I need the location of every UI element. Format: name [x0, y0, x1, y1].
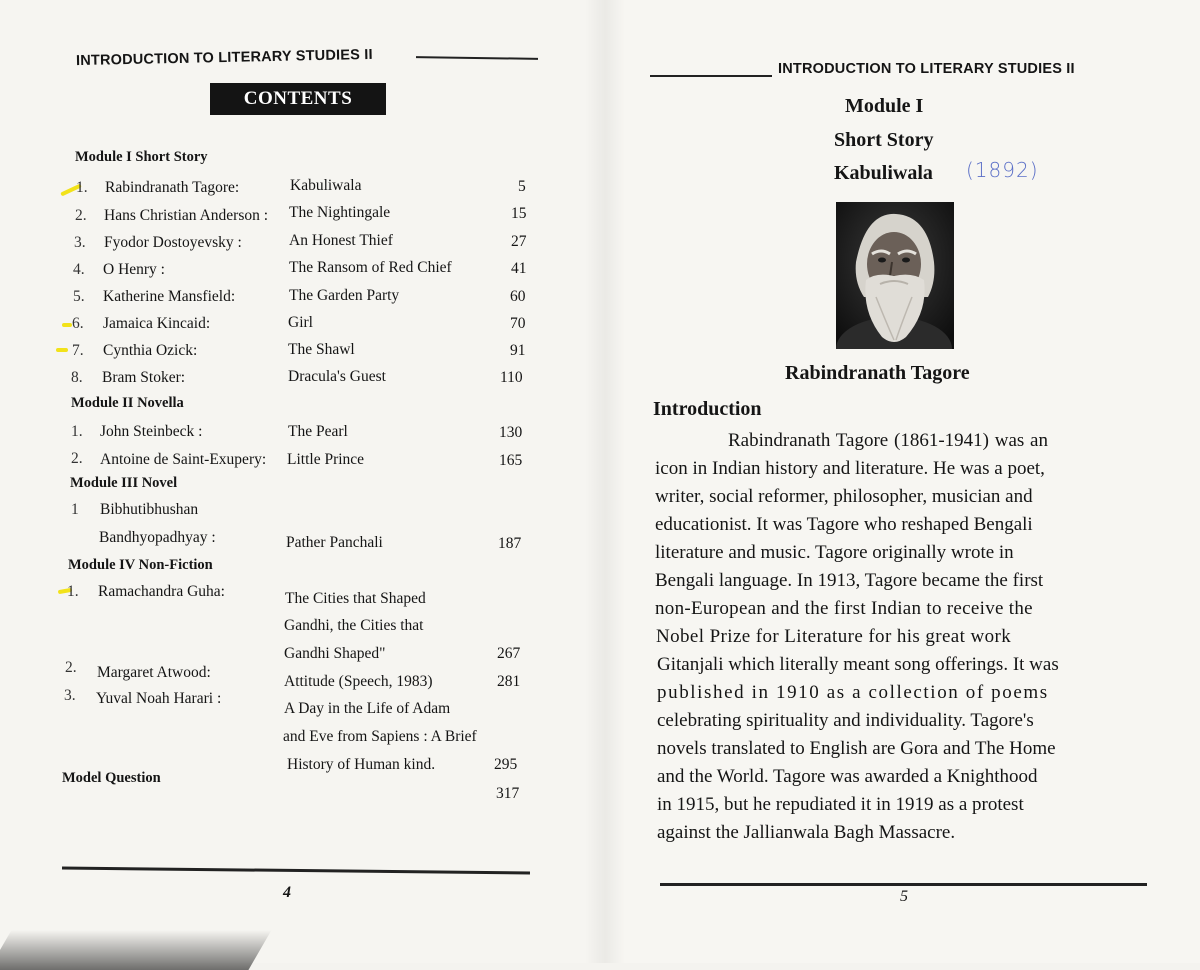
entry-author: Margaret Atwood:: [97, 664, 211, 681]
entry-author: John Steinbeck :: [100, 423, 203, 440]
entry-number: 1.: [67, 583, 79, 600]
model-question-label: Model Question: [62, 770, 161, 786]
entry-title-line: A Day in the Life of Adam: [284, 700, 451, 717]
entry-page: 70: [510, 315, 526, 332]
author-portrait: [836, 202, 954, 349]
entry-number: 6.: [72, 315, 84, 332]
scan-shadow: [0, 930, 272, 970]
body-line: non-European and the first Indian to receive the: [655, 598, 1033, 619]
body-line: against the Jallianwala Bagh Massacre.: [657, 822, 956, 843]
right-head-rule: [650, 75, 772, 77]
entry-title: The Garden Party: [289, 287, 400, 304]
entry-author: Bram Stoker:: [102, 369, 186, 386]
entry-title: Kabuliwala: [290, 177, 362, 194]
entry-page: 41: [511, 260, 527, 277]
entry-title: The Nightingale: [289, 204, 391, 221]
module-4-heading: Module IV Non-Fiction: [68, 557, 213, 573]
genre-label: Short Story: [834, 129, 934, 151]
entry-title: The Ransom of Red Chief: [289, 259, 452, 276]
body-line: published in 1910 as a collection of poems: [657, 682, 1049, 703]
model-question-page: 317: [496, 785, 520, 802]
entry-title-line: Gandhi, the Cities that: [284, 617, 424, 634]
body-line: literature and music. Tagore originally wrote in: [655, 542, 1014, 563]
module-label: Module I: [845, 95, 924, 117]
entry-page: 5: [518, 178, 526, 195]
entry-page: 15: [511, 205, 527, 222]
entry-number: 2.: [71, 450, 83, 467]
entry-author: Rabindranath Tagore:: [105, 179, 240, 196]
entry-author: Cynthia Ozick:: [103, 342, 198, 359]
left-page-number: 4: [283, 884, 291, 901]
entry-number: 3.: [64, 687, 76, 704]
contents-heading: CONTENTS: [210, 83, 386, 115]
entry-page: 110: [500, 369, 523, 386]
body-line: celebrating spirituality and individuality. Tagore's: [657, 710, 1034, 731]
right-page-number: 5: [900, 888, 908, 905]
entry-author: Bibhutibhushan: [100, 501, 199, 518]
entry-author: Yuval Noah Harari :: [96, 690, 222, 707]
entry-page: 91: [510, 342, 526, 359]
entry-title: Attitude (Speech, 1983): [284, 673, 433, 690]
entry-page: 60: [510, 288, 526, 305]
entry-title: The Shawl: [288, 341, 355, 358]
body-line: Nobel Prize for Literature for his great work: [656, 626, 1012, 647]
entry-author: Hans Christian Anderson :: [104, 207, 269, 224]
body-line: Gitanjali which literally meant song offerings. It was: [657, 654, 1059, 675]
entry-number: 5.: [73, 288, 85, 305]
entry-page: 187: [498, 535, 522, 552]
body-line: Rabindranath Tagore (1861-1941) was an: [728, 430, 1048, 451]
entry-title-line: and Eve from Sapiens : A Brief: [283, 728, 477, 745]
entry-author: Antoine de Saint-Exupery:: [100, 451, 267, 468]
entry-title: The Pearl: [288, 423, 348, 440]
entry-title-line: History of Human kind.: [287, 756, 436, 773]
module-3-heading: Module III Novel: [70, 475, 178, 491]
body-line: Bengali language. In 1913, Tagore became the first: [655, 570, 1044, 591]
entry-number: 7.: [72, 342, 84, 359]
entry-title-line: Gandhi Shaped": [284, 645, 386, 662]
module-1-heading: Module I Short Story: [75, 149, 208, 165]
body-line: in 1915, but he repudiated it in 1919 as a protest: [657, 794, 1024, 815]
entry-title: Little Prince: [287, 451, 365, 468]
portrait-image: [836, 202, 954, 349]
entry-page: 295: [494, 756, 518, 773]
entry-title: Dracula's Guest: [288, 368, 386, 385]
entry-page: 281: [497, 673, 521, 690]
handwritten-note: (1892): [966, 158, 1039, 182]
introduction-heading: Introduction: [653, 398, 762, 420]
entry-number: 3.: [74, 234, 86, 251]
entry-page: 267: [497, 645, 521, 662]
right-footer-rule: [660, 883, 1147, 886]
entry-number: 2.: [65, 659, 77, 676]
entry-number: 1: [71, 501, 79, 518]
module-2-heading: Module II Novella: [71, 395, 184, 411]
highlighter-mark: [56, 348, 68, 352]
entry-title: Girl: [288, 314, 313, 331]
entry-page: 130: [499, 424, 523, 441]
story-title: Kabuliwala: [834, 162, 933, 184]
entry-author-line2: Bandhyopadhyay :: [99, 529, 216, 546]
entry-number: 2.: [75, 207, 87, 224]
right-running-head: INTRODUCTION TO LITERARY STUDIES II: [778, 61, 1075, 77]
entry-number: 8.: [71, 369, 83, 386]
entry-author: Fyodor Dostoyevsky :: [104, 234, 242, 251]
entry-title: Pather Panchali: [286, 534, 383, 551]
entry-number: 1.: [76, 179, 88, 196]
body-line: novels translated to English are Gora and The Home: [657, 738, 1056, 759]
entry-author: Katherine Mansfield:: [103, 288, 236, 305]
entry-number: 4.: [73, 261, 85, 278]
body-line: educationist. It was Tagore who reshaped Bengali: [655, 514, 1033, 535]
entry-title-line: The Cities that Shaped: [285, 590, 426, 607]
entry-number: 1.: [71, 423, 83, 440]
left-running-head: INTRODUCTION TO LITERARY STUDIES II: [75, 46, 373, 70]
entry-page: 165: [499, 452, 523, 469]
body-line: writer, social reformer, philosopher, musician and: [655, 486, 1033, 507]
body-line: and the World. Tagore was awarded a Knighthood: [657, 766, 1038, 787]
body-line: icon in Indian history and literature. He was a poet,: [655, 458, 1045, 479]
entry-author: Jamaica Kincaid:: [103, 315, 211, 332]
entry-author: O Henry :: [103, 261, 165, 278]
author-name: Rabindranath Tagore: [785, 362, 970, 384]
entry-author: Ramachandra Guha:: [98, 583, 225, 600]
highlighter-mark: [62, 323, 72, 327]
entry-page: 27: [511, 233, 527, 250]
entry-title: An Honest Thief: [289, 232, 393, 249]
book-gutter: [585, 0, 625, 963]
